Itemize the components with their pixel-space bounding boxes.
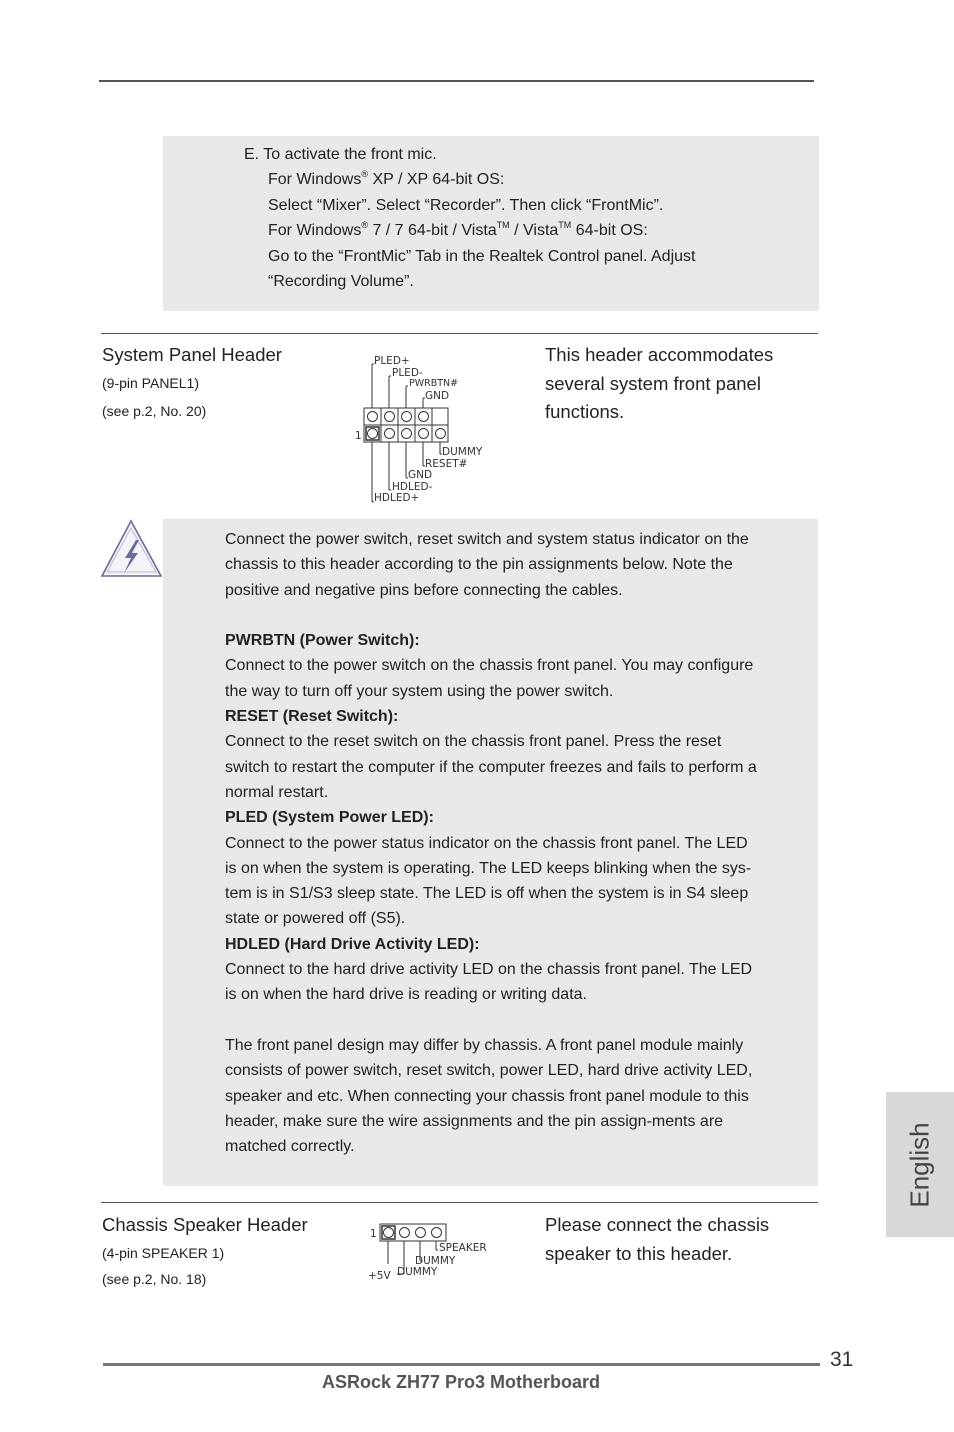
notice-text: Connect the power switch, reset switch and system status indicator on the chassis to this header according to the pin assignments below. Note the positive and negative pins before connecting the cables. PWRBTN (Power Switch): Connect to the power switch on the chassis front panel. You may configure the way to turn off your system using the power switch. RESET (Reset Switch): Connect to the reset switch on the chassis front panel. Press the reset switch to restart the computer if the computer freezes and fails to perform a normal restart. PLED (System Power LED): Connect to the power status indicator on the chassis front panel. The LED is on when the system is operating. The LED keeps blinking when the sys- tem is in S1/S3 sleep state. The LED is off when the system is in S4 sleep state or powered off (S5). HDLED (Hard Drive Activity LED): Connect to the hard drive activity LED on the chassis front panel. The LED is on when the hard drive is reading or writing data. The front panel design may differ by chassis. A front panel module mainly consists of power switch, reset switch, power LED, hard drive activity LED, speaker and etc. When connecting your chassis front panel module to this header, make sure the wire assignments and the pin assign-ments are matched correctly. (225, 527, 800, 1159)
speaker-rule (101, 1202, 818, 1203)
vista-line: For Windows® 7 / 7 64-bit / Vista™ / Vista™ 64-bit OS: (268, 220, 648, 240)
page-number: 31 (830, 1348, 854, 1371)
vista-steps-1: Go to the “FrontMic” Tab in the Realtek Control panel. Adjust (268, 247, 696, 265)
system-panel-pins: (9-pin PANEL1) (102, 375, 200, 391)
panel1-pin-diagram (352, 350, 492, 505)
vista-steps-2: “Recording Volume”. (268, 273, 414, 291)
label-dummy-1: DUMMY (415, 1255, 456, 1267)
label-gnd-bottom: GND (408, 469, 433, 481)
language-tab-label: English (904, 1121, 935, 1208)
top-rule (99, 80, 814, 82)
label-dummy: DUMMY (442, 446, 483, 458)
language-tab (886, 1092, 954, 1237)
system-panel-title: System Panel Header (102, 344, 282, 365)
label-dummy-2: DUMMY (397, 1266, 438, 1278)
xp-steps: Select “Mixer”. Select “Recorder”. Then click “FrontMic”. (268, 196, 664, 214)
label-5v: +5V (368, 1270, 391, 1282)
front-mic-heading: E. To activate the front mic. (244, 146, 437, 163)
speaker-title: Chassis Speaker Header (102, 1214, 308, 1235)
label-pwrbtn: PWRBTN# (409, 378, 459, 389)
label-pled-plus: PLED+ (374, 355, 410, 367)
pwrbtn-heading: PWRBTN (Power Switch): (225, 632, 420, 650)
system-panel-ref: (see p.2, No. 20) (102, 403, 207, 419)
speaker-pin1-marker: 1 (370, 1228, 377, 1240)
label-hdled-minus: HDLED- (392, 481, 433, 493)
label-speaker: SPEAKER (439, 1242, 487, 1254)
front-mic-text (244, 142, 804, 294)
speaker-description: Please connect the chassis speaker to this header. (545, 1214, 770, 1264)
pin1-marker: 1 (355, 430, 362, 442)
footer-product: ASRock ZH77 Pro3 Motherboard (322, 1372, 601, 1392)
speaker-pin-diagram (364, 1220, 494, 1282)
label-reset: RESET# (425, 458, 468, 470)
label-gnd-top: GND (425, 390, 450, 402)
reset-heading: RESET (Reset Switch): (225, 708, 399, 726)
system-panel-rule (101, 333, 818, 334)
speaker-ref: (see p.2, No. 18) (102, 1271, 207, 1287)
hdled-heading: HDLED (Hard Drive Activity LED): (225, 935, 480, 953)
footer-rule (103, 1363, 820, 1366)
xp-line: For Windows® XP / XP 64-bit OS: (268, 169, 505, 189)
label-pled-minus: PLED- (392, 367, 423, 379)
speaker-pins: (4-pin SPEAKER 1) (102, 1245, 225, 1261)
label-hdled-plus: HDLED+ (374, 492, 420, 504)
pled-heading: PLED (System Power LED): (225, 809, 434, 827)
system-panel-description: This header accommodates several system front panel functions. (545, 344, 774, 422)
warning-triangle-icon (100, 518, 164, 580)
